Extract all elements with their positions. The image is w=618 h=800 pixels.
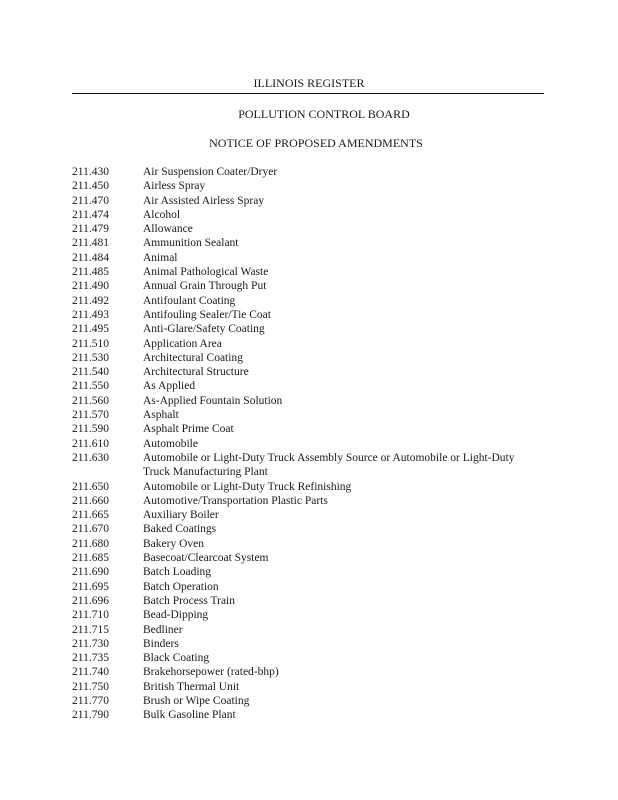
section-number: 211.570 <box>72 409 109 422</box>
list-item <box>0 194 618 208</box>
list-item <box>0 236 618 250</box>
definition-term: Ammunition Sealant <box>143 237 239 250</box>
definition-term: Bead-Dipping <box>143 609 209 622</box>
section-number: 211.492 <box>72 294 109 307</box>
section-number: 211.696 <box>72 594 109 607</box>
definition-term: Bedliner <box>143 623 183 636</box>
definition-term: Bakery Oven <box>143 537 204 550</box>
section-number: 211.470 <box>72 194 109 207</box>
definition-term: Alcohol <box>143 208 181 221</box>
definition-term: Allowance <box>143 223 193 236</box>
list-item <box>0 551 618 565</box>
definition-term: Animal <box>143 251 178 264</box>
section-number: 211.540 <box>72 366 109 379</box>
list-item <box>0 294 618 308</box>
section-number: 211.735 <box>72 652 109 665</box>
list-item <box>0 580 618 594</box>
section-number: 211.660 <box>72 494 109 507</box>
section-number: 211.730 <box>72 637 109 650</box>
definition-term: Antifoulant Coating <box>143 294 236 307</box>
section-number: 211.560 <box>72 394 109 407</box>
definition-term: Auxiliary Boiler <box>143 509 219 522</box>
list-item <box>0 665 618 679</box>
definition-term: Brush or Wipe Coating <box>143 694 250 707</box>
definition-term: Batch Process Train <box>143 594 235 607</box>
section-number: 211.650 <box>72 480 109 493</box>
list-item <box>0 637 618 651</box>
list-item <box>0 651 618 665</box>
definition-term: Batch Operation <box>143 580 219 593</box>
definition-term: Application Area <box>143 337 222 350</box>
list-item <box>0 522 618 536</box>
list-item <box>0 394 618 408</box>
definition-term: As Applied <box>143 380 196 393</box>
definition-term: Automobile or Light-Duty Truck Assembly Source or Automobile or Light-Duty Truck Manufacturing Plant <box>143 451 515 479</box>
definition-term: Architectural Structure <box>143 366 249 379</box>
list-item <box>0 680 618 694</box>
section-number: 211.590 <box>72 423 109 436</box>
definition-term: Air Suspension Coater/Dryer <box>143 166 278 178</box>
list-item <box>0 508 618 522</box>
section-number: 211.670 <box>72 523 109 536</box>
section-number: 211.479 <box>72 223 109 236</box>
section-number: 211.474 <box>72 208 109 221</box>
list-item <box>0 623 618 637</box>
list-item <box>0 480 618 494</box>
definition-term: As-Applied Fountain Solution <box>143 394 283 407</box>
section-number: 211.710 <box>72 609 109 622</box>
list-item <box>0 537 618 551</box>
definition-term: Asphalt Prime Coat <box>143 423 234 436</box>
list-item <box>0 308 618 322</box>
list-item <box>0 365 618 379</box>
section-number: 211.495 <box>72 323 109 336</box>
section-number: 211.750 <box>72 680 109 693</box>
section-number: 211.770 <box>72 694 109 707</box>
list-item <box>0 708 618 722</box>
list-item <box>0 694 618 708</box>
section-number: 211.485 <box>72 266 109 279</box>
list-item <box>0 451 618 480</box>
section-number: 211.695 <box>72 580 109 593</box>
section-number: 211.530 <box>72 351 109 364</box>
list-item <box>0 208 618 222</box>
section-number: 211.610 <box>72 437 109 450</box>
list-item <box>0 279 618 293</box>
definition-term: Automobile <box>143 437 198 450</box>
header-rule <box>72 93 544 94</box>
definition-term: Antifouling Sealer/Tie Coat <box>143 308 271 321</box>
section-number: 211.630 <box>72 451 109 464</box>
section-number: 211.481 <box>72 237 109 250</box>
section-number: 211.790 <box>72 709 109 722</box>
definition-term: Anti-Glare/Safety Coating <box>143 323 265 336</box>
definition-term: Asphalt <box>143 409 179 422</box>
list-item <box>0 222 618 236</box>
section-number: 211.740 <box>72 666 109 679</box>
definition-term: Automotive/Transportation Plastic Parts <box>143 494 328 507</box>
section-number: 211.690 <box>72 566 109 579</box>
list-item <box>0 322 618 336</box>
definition-term: Annual Grain Through Put <box>143 280 267 293</box>
list-item <box>0 494 618 508</box>
definition-term: Architectural Coating <box>143 351 243 364</box>
definition-term: Baked Coatings <box>143 523 217 536</box>
section-number: 211.490 <box>72 280 109 293</box>
definition-term: Black Coating <box>143 652 210 665</box>
list-item <box>0 437 618 451</box>
list-item <box>0 179 618 193</box>
list-item <box>0 594 618 608</box>
list-item <box>0 408 618 422</box>
register-header: ILLINOIS REGISTER <box>253 76 365 90</box>
section-number: 211.484 <box>72 251 109 264</box>
definition-term: Batch Loading <box>143 566 212 579</box>
definition-term: Basecoat/Clearcoat System <box>143 552 269 565</box>
list-item <box>0 565 618 579</box>
section-number: 211.493 <box>72 308 109 321</box>
definition-term: Animal Pathological Waste <box>143 266 269 279</box>
definitions-list <box>0 165 618 723</box>
section-number: 211.550 <box>72 380 109 393</box>
section-number: 211.685 <box>72 552 109 565</box>
definition-term: Brakehorsepower (rated-bhp) <box>143 666 279 679</box>
list-item <box>0 379 618 393</box>
list-item <box>0 351 618 365</box>
list-item <box>0 608 618 622</box>
list-item <box>0 422 618 436</box>
definition-term: Air Assisted Airless Spray <box>143 194 265 207</box>
section-number: 211.450 <box>72 180 109 193</box>
section-number: 211.430 <box>72 166 109 178</box>
board-name: POLLUTION CONTROL BOARD <box>238 107 410 121</box>
list-item <box>0 165 618 179</box>
notice-title: NOTICE OF PROPOSED AMENDMENTS <box>209 136 423 150</box>
section-number: 211.510 <box>72 337 109 350</box>
definition-term: Binders <box>143 637 179 650</box>
list-item <box>0 251 618 265</box>
section-number: 211.665 <box>72 509 109 522</box>
definition-term: Automobile or Light-Duty Truck Refinishing <box>143 480 352 493</box>
definition-term: Bulk Gasoline Plant <box>143 709 236 722</box>
section-number: 211.680 <box>72 537 109 550</box>
definition-term: Airless Spray <box>143 180 206 193</box>
list-item <box>0 337 618 351</box>
list-item <box>0 265 618 279</box>
definition-term: British Thermal Unit <box>143 680 240 693</box>
section-number: 211.715 <box>72 623 109 636</box>
